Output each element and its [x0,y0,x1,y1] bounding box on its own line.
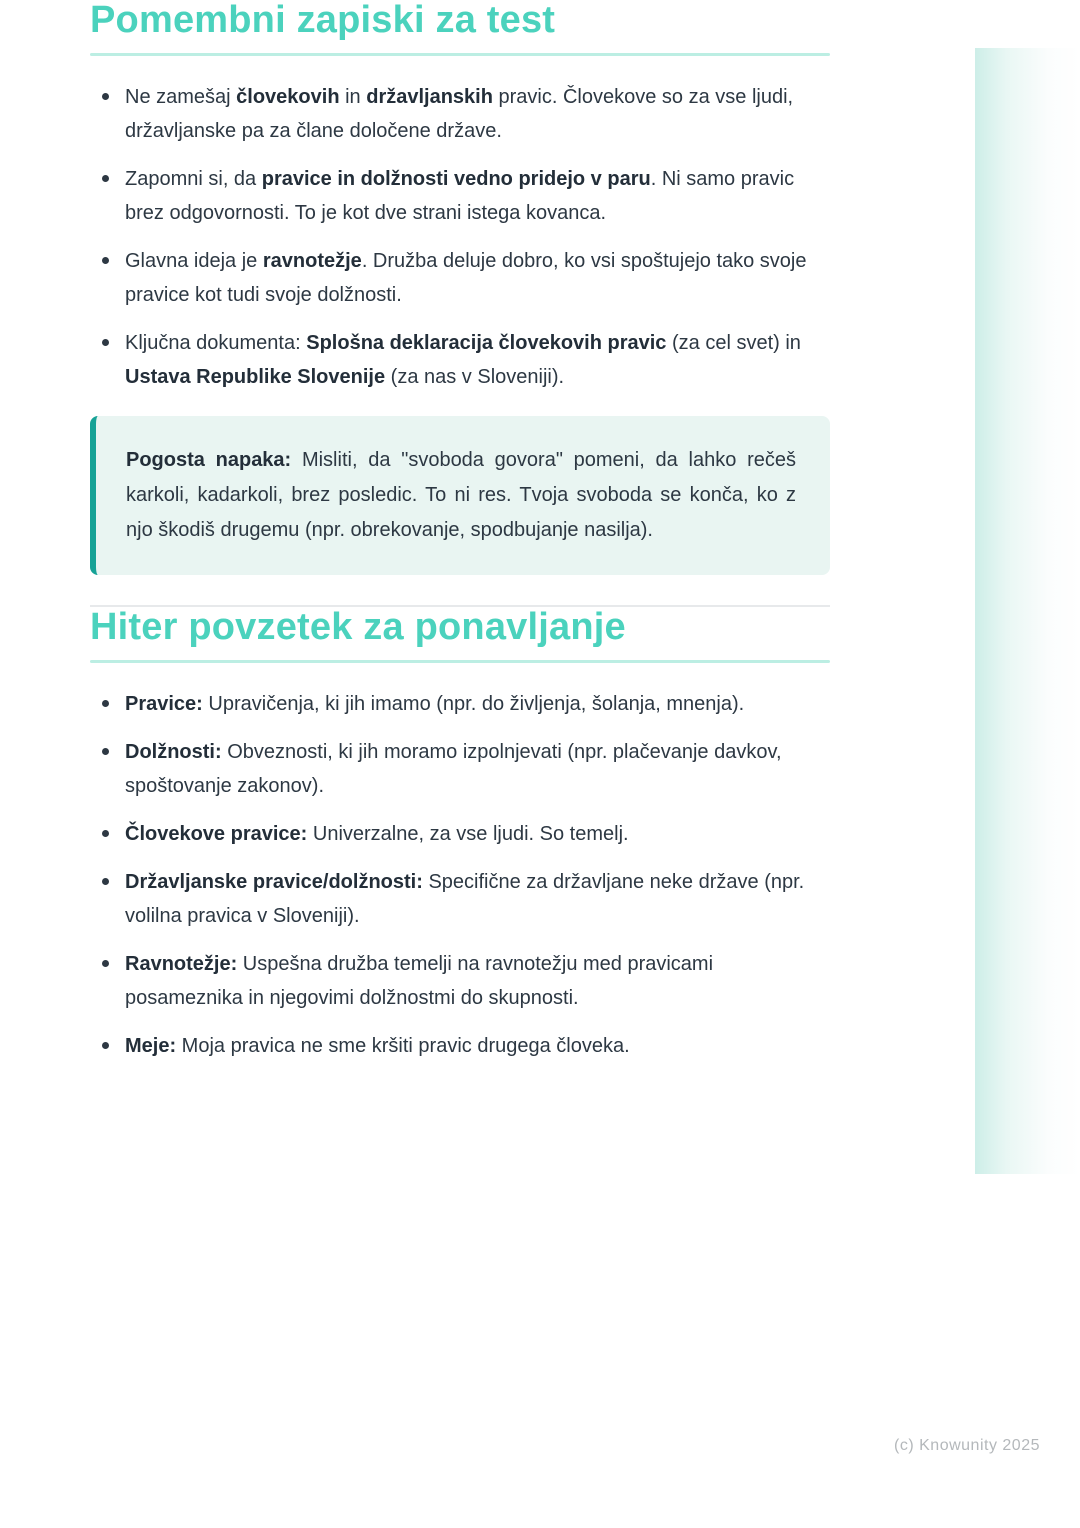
common-mistake-callout [90,416,830,575]
bullet-icon [102,878,109,885]
bullet-icon [102,830,109,837]
list-item [90,80,830,148]
section-title-summary: Hiter povzetek za ponavljanje [90,606,626,648]
list-item [90,817,830,851]
page-content [90,0,830,1077]
bullet-icon [102,175,109,182]
list-item-text: Ne zamešaj človekovih in državljanskih pravic. Človekove so za vse ljudi, državljanske pa za člane določene države. [125,86,794,142]
list-item-text: Ključna dokumenta: Splošna deklaracija človekovih pravic (za cel svet) in Ustava Republike Slovenije (za nas v Sloveniji). [125,332,801,388]
list-item-text: Ravnotežje: Uspešna družba temelji na ravnotežju med pravicami posameznika in njegovimi dolžnostmi do skupnosti. [125,953,714,1009]
list-item-text: Pravice: Upravičenja, ki jih imamo (npr. do življenja, šolanja, mnenja). [125,693,745,715]
notes-list [90,80,830,394]
title-underline [90,53,830,56]
bullet-icon [102,339,109,346]
list-item-text: Meje: Moja pravica ne sme kršiti pravic drugega človeka. [125,1035,630,1057]
list-item [90,1029,830,1063]
list-item [90,947,830,1015]
list-item [90,244,830,312]
bullet-icon [102,257,109,264]
list-item [90,162,830,230]
list-item [90,687,830,721]
bullet-icon [102,1042,109,1049]
bullet-icon [102,748,109,755]
footer-copyright: (c) Knowunity 2025 [894,1437,1040,1454]
list-item-text: Državljanske pravice/dolžnosti: Specifične za državljane neke države (npr. volilna pravica v Sloveniji). [125,871,805,927]
title-underline [90,660,830,663]
list-item-text: Zapomni si, da pravice in dolžnosti vedno pridejo v paru. Ni samo pravic brez odgovornosti. To je kot dve strani istega kovanca. [125,168,795,224]
list-item [90,735,830,803]
list-item [90,865,830,933]
summary-list [90,687,830,1063]
list-item-text: Glavna ideja je ravnotežje. Družba deluje dobro, ko vsi spoštujejo tako svoje pravice kot tudi svoje dolžnosti. [125,250,807,306]
bullet-icon [102,700,109,707]
list-item [90,326,830,394]
callout-text: Pogosta napaka: Misliti, da "svoboda govora" pomeni, da lahko rečeš karkoli, kadarkoli, brez posledic. To ni res. Tvoja svoboda se konča, ko z njo škodiš drugemu (npr. obrekovanje, spodbujanje nasilja). [126,449,796,541]
bullet-icon [102,960,109,967]
list-item-text: Dolžnosti: Obveznosti, ki jih moramo izpolnjevati (npr. plačevanje davkov, spoštovanje zakonov). [125,741,782,797]
bullet-icon [102,93,109,100]
section-title-notes: Pomembni zapiski za test [90,0,556,41]
list-item-text: Človekove pravice: Univerzalne, za vse ljudi. So temelj. [125,823,629,845]
side-accent-bar [975,48,1080,1174]
